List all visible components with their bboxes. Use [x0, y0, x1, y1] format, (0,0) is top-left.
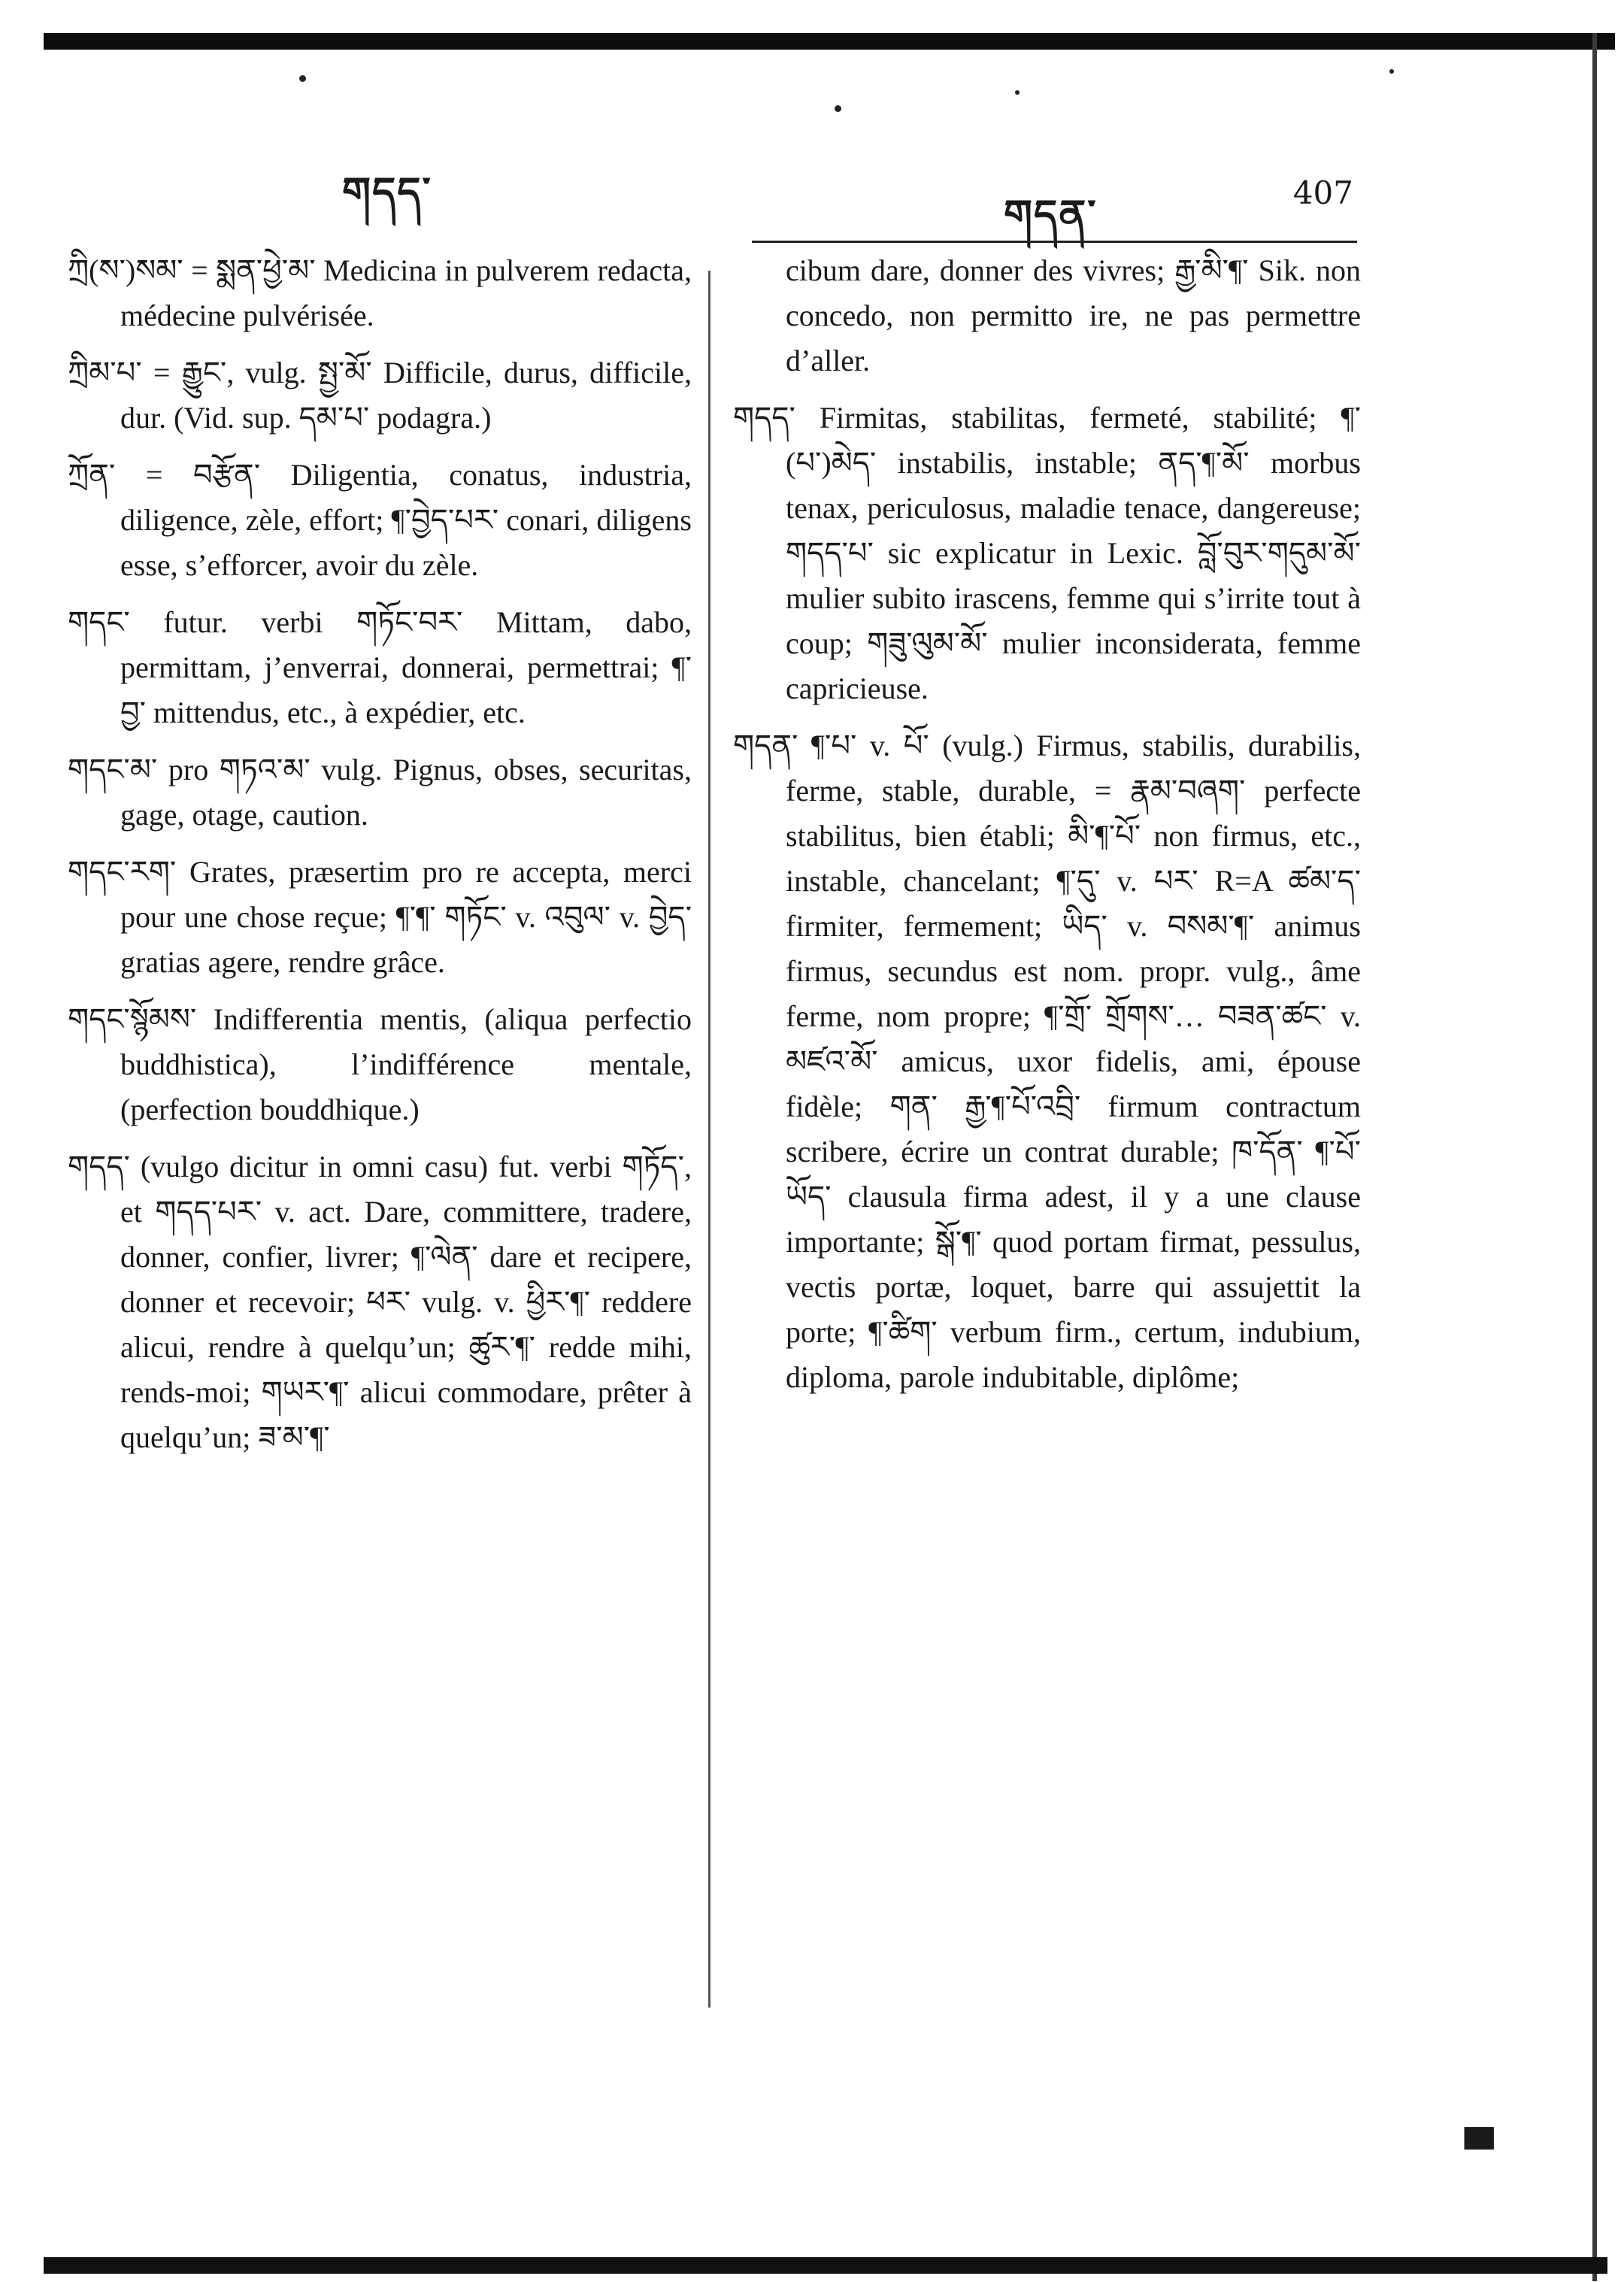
running-head-right: གདན་ — [1004, 191, 1098, 238]
header-rule — [752, 241, 1357, 243]
dictionary-entry: གདང་མ་ pro གཏའ་མ་ vulg. Pignus, obses, securitas, gage, otage, caution. — [68, 753, 692, 832]
dictionary-entry: ཀྲོན་ = བརྩོན་ Diligentia, conatus, industria, diligence, zèle, effort; ¶་བྱེད་པར་ conari, diligens esse, s’efforcer, avoir du zèle. — [68, 458, 692, 582]
dictionary-entry-continuation: cibum dare, donner des vivres; རྒྱ་མི་¶་ Sik. non concedo, non permitto ire, ne pas permettre d’aller. — [786, 253, 1361, 377]
dictionary-entry: ཀྲི(ས་)སམ་ = སྨན་ཕྱེ་མ་ Medicina in pulverem redacta, médecine pulvérisée. — [68, 253, 692, 332]
bottom-border-rule — [44, 2257, 1607, 2274]
print-speck — [1015, 90, 1020, 95]
right-border-rule — [1592, 33, 1597, 2281]
dictionary-entry: གདན་ ¶་པ་ v. པོ་ (vulg.) Firmus, stabilis, durabilis, ferme, stable, durable, = རྣམ་བཞག་ perfecte stabilitus, bien établi; མི་¶་པོ་ non firmus, etc., instable, chancelant; ¶་དུ་ v. པར་ R=A ཚམ་ད་ firmiter, fermement; ཡིད་ v. བསམ་¶་ animus firmus, secundus est nom. propr. vulg., âme ferme, nom propre; ¶་གྲོ་ གྲོགས་… བཟན་ཚང་ v. མཛའ་མོ་ amicus, uxor fidelis, ami, épouse fidèle; གན་ རྒྱ་¶་པོ་འབྲི་ firmum contractum scribere, écrire un contrat durable; ཁ་དོན་ ¶་པོ་ཡོད་ clausula firma adest, il y a une clause importante; སྒོ་¶་ quod portam firmat, pessulus, vectis portæ, loquet, barre qui assujettit la porte; ¶་ཚིག་ verbum firm., certum, indubium, diploma, parole indubitable, diplôme; — [733, 729, 1361, 1394]
dictionary-entry: གདང་ futur. verbi གཏོང་བར་ Mittam, dabo, permittam, j’enverrai, donnerai, permettrai; ¶་བྱ་ mittendus, etc., à expédier, etc. — [68, 605, 692, 729]
margin-mark: ▀ — [1465, 2128, 1494, 2171]
right-column — [733, 248, 1361, 1412]
print-speck — [835, 105, 841, 112]
top-border-rule — [44, 33, 1615, 50]
dictionary-entry: གདང་རག་ Grates, præsertim pro re accepta, merci pour une chose reçue; ¶་¶་ གཏོང་ v. འབུལ་ v. བྱེད་ gratias agere, rendre grâce. — [68, 855, 692, 979]
page-number: 407 — [1292, 174, 1353, 211]
dictionary-entry: གདད་ (vulgo dicitur in omni casu) fut. verbi གཏོད་, et གདད་པར་ v. act. Dare, committere, tradere, donner, confier, livrer; ¶་ལེན་ dare et recipere, donner et recevoir; ཕར་ vulg. v. ཕྱིར་¶་ reddere alicui, rendre à quelqu’un; ཚུར་¶་ redde mihi, rends-moi; གཡར་¶་ alicui commodare, prêter à quelqu’un; ཟ་མ་¶་ — [68, 1150, 692, 1454]
dictionary-entry: ཀྲིམ་པ་ = རྒྱུང་, vulg. སྤྱ་མོ་ Difficile, durus, difficile, dur. (Vid. sup. དམ་པ་ podagra.) — [68, 356, 692, 435]
print-speck — [299, 75, 306, 82]
print-speck — [1389, 69, 1394, 74]
left-column — [68, 248, 692, 1472]
running-head-left: གདད་ — [342, 168, 432, 216]
dictionary-entry: གདང་སྙོམས་ Indifferentia mentis, (aliqua perfectio buddhistica), l’indifférence mentale, (perfection bouddhique.) — [68, 1002, 692, 1126]
column-separator — [708, 271, 710, 2008]
dictionary-entry: གདད་ Firmitas, stabilitas, fermeté, stabilité; ¶་(པ་)མེད་ instabilis, instable; ནད་¶་མོ་ morbus tenax, periculosus, maladie tenace, dangereuse; གདད་པ་ sic explicatur in Lexic. བློ་བུར་གདུམ་མོ་ mulier subito irascens, femme qui s’irrite tout à coup; གཟུ་ལུམ་མོ་ mulier inconsiderata, femme capricieuse. — [733, 401, 1361, 705]
